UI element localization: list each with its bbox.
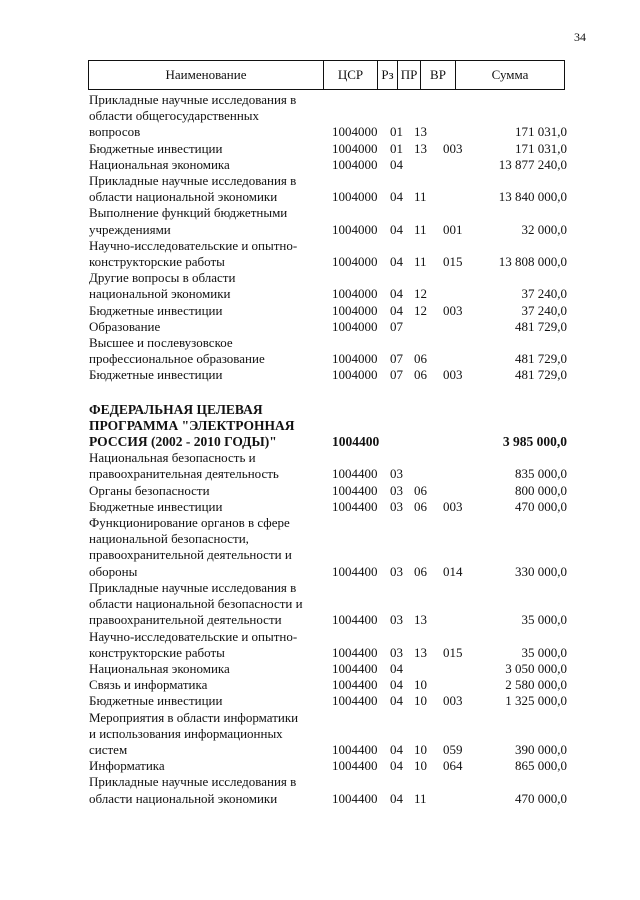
cell-pr: 10 — [414, 677, 427, 693]
cell-csr: 1004000 — [332, 286, 378, 302]
cell-csr: 1004400 — [332, 563, 378, 579]
cell-vr: 064 — [443, 758, 463, 774]
table-header — [88, 60, 565, 90]
cell-rz: 04 — [390, 286, 403, 302]
cell-sum: 481 729,0 — [515, 367, 567, 383]
cell-name: Научно-исследовательские и опытно- конструкторские работы — [89, 237, 298, 270]
table-row — [89, 693, 567, 709]
cell-sum: 32 000,0 — [521, 221, 567, 237]
cell-rz: 04 — [390, 156, 403, 172]
cell-sum: 865 000,0 — [515, 758, 567, 774]
cell-name: Прикладные научные исследования в области национальной безопасности и правоохранительной деятельности — [89, 579, 303, 628]
cell-csr: 1004000 — [332, 318, 378, 334]
table-row — [89, 499, 567, 515]
cell-sum: 35 000,0 — [521, 612, 567, 628]
table-row — [89, 758, 567, 774]
cell-sum: 390 000,0 — [515, 741, 567, 757]
cell-sum: 800 000,0 — [515, 482, 567, 498]
cell-pr: 06 — [414, 482, 427, 498]
cell-csr: 1004400 — [332, 677, 378, 693]
cell-csr: 1004000 — [332, 254, 378, 270]
table-row — [89, 319, 567, 335]
cell-pr: 12 — [414, 302, 427, 318]
cell-sum: 171 031,0 — [515, 140, 567, 156]
cell-rz: 04 — [390, 758, 403, 774]
cell-rz: 04 — [390, 693, 403, 709]
cell-pr: 11 — [414, 221, 427, 237]
cell-rz: 04 — [390, 790, 403, 806]
cell-csr: 1004000 — [332, 189, 378, 205]
cell-name: Информатика — [89, 758, 165, 774]
cell-rz: 04 — [390, 221, 403, 237]
cell-name: Бюджетные инвестиции — [89, 140, 223, 156]
cell-csr: 1004400 — [332, 644, 378, 660]
cell-sum: 13 840 000,0 — [498, 189, 567, 205]
cell-csr: 1004400 — [332, 693, 378, 709]
cell-pr: 11 — [414, 790, 427, 806]
cell-name: Национальная экономика — [89, 660, 230, 676]
header-pr: ПР — [398, 61, 421, 89]
cell-csr: 1004400 — [332, 466, 378, 482]
cell-pr: 06 — [414, 563, 427, 579]
cell-name: Прикладные научные исследования в области национальной экономики — [89, 774, 297, 806]
header-rz: Рз — [378, 61, 398, 89]
cell-name: Прикладные научные исследования в области национальной экономики — [89, 173, 297, 205]
cell-name: Образование — [89, 318, 161, 334]
cell-pr: 11 — [414, 254, 427, 270]
cell-csr: 1004400 — [332, 660, 378, 676]
cell-sum: 481 729,0 — [515, 351, 567, 367]
cell-sum: 470 000,0 — [515, 790, 567, 806]
cell-name: Бюджетные инвестиции — [89, 693, 223, 709]
cell-csr: 1004000 — [332, 140, 378, 156]
cell-vr: 059 — [443, 741, 463, 757]
cell-vr: 003 — [443, 367, 463, 383]
cell-pr: 06 — [414, 498, 427, 514]
program-row — [89, 402, 567, 451]
cell-vr: 003 — [443, 140, 463, 156]
cell-name: Высшее и послевузовское профессиональное образование — [89, 335, 265, 367]
cell-name: Мероприятия в области информатики и использования информационных систем — [89, 709, 299, 757]
cell-pr: 06 — [414, 367, 427, 383]
cell-vr: 001 — [443, 221, 463, 237]
cell-pr: 13 — [414, 612, 427, 628]
cell-csr: 1004000 — [332, 156, 378, 172]
table-row — [89, 303, 567, 319]
cell-sum: 3 050 000,0 — [505, 660, 567, 676]
cell-sum: 13 877 240,0 — [498, 156, 567, 172]
header-csr: ЦСР — [324, 61, 378, 89]
table-row — [89, 335, 567, 367]
cell-name: Бюджетные инвестиции — [89, 498, 223, 514]
cell-sum: 37 240,0 — [521, 302, 567, 318]
cell-name: Связь и информатика — [89, 677, 208, 693]
cell-rz: 04 — [390, 741, 403, 757]
cell-csr: 1004400 — [332, 790, 378, 806]
cell-csr: 1004400 — [332, 482, 378, 498]
cell-sum: 171 031,0 — [515, 124, 567, 140]
cell-sum: 470 000,0 — [515, 498, 567, 514]
cell-name: Национальная безопасность и правоохранительная деятельность — [89, 450, 279, 482]
table-row — [89, 710, 567, 759]
table-row — [89, 141, 567, 157]
cell-name: Другие вопросы в области национальной экономики — [89, 270, 236, 302]
table-row — [89, 580, 567, 629]
cell-name: Прикладные научные исследования в области общегосударственных вопросов — [89, 92, 297, 140]
table-row — [89, 450, 567, 482]
table-row — [89, 661, 567, 677]
table-section-a — [89, 92, 567, 384]
cell-rz: 07 — [390, 367, 403, 383]
cell-vr: 003 — [443, 302, 463, 318]
table-section-b — [89, 450, 567, 806]
program-csr: 1004400 — [332, 434, 380, 450]
cell-sum: 13 808 000,0 — [498, 254, 567, 270]
program-sum: 3 985 000,0 — [502, 434, 567, 450]
cell-rz: 03 — [390, 482, 403, 498]
cell-csr: 1004400 — [332, 741, 378, 757]
cell-pr: 13 — [414, 644, 427, 660]
cell-rz: 03 — [390, 563, 403, 579]
cell-pr: 10 — [414, 758, 427, 774]
cell-rz: 03 — [390, 644, 403, 660]
cell-sum: 835 000,0 — [515, 466, 567, 482]
cell-pr: 13 — [414, 124, 427, 140]
cell-vr: 015 — [443, 644, 463, 660]
header-vr: ВР — [421, 61, 456, 89]
cell-pr: 10 — [414, 741, 427, 757]
cell-rz: 03 — [390, 466, 403, 482]
cell-pr: 11 — [414, 189, 427, 205]
cell-pr: 06 — [414, 351, 427, 367]
cell-csr: 1004000 — [332, 124, 378, 140]
cell-vr: 014 — [443, 563, 463, 579]
cell-csr: 1004400 — [332, 758, 378, 774]
cell-rz: 04 — [390, 660, 403, 676]
cell-name: Выполнение функций бюджетными учреждениями — [89, 205, 288, 237]
cell-sum: 1 325 000,0 — [505, 693, 567, 709]
cell-rz: 04 — [390, 189, 403, 205]
cell-sum: 481 729,0 — [515, 318, 567, 334]
cell-csr: 1004000 — [332, 221, 378, 237]
cell-name: Бюджетные инвестиции — [89, 367, 223, 383]
cell-rz: 01 — [390, 124, 403, 140]
table-row — [89, 157, 567, 173]
table-row — [89, 774, 567, 806]
cell-rz: 04 — [390, 302, 403, 318]
table-row — [89, 238, 567, 270]
cell-vr: 003 — [443, 498, 463, 514]
cell-name: Бюджетные инвестиции — [89, 302, 223, 318]
cell-rz: 07 — [390, 318, 403, 334]
cell-sum: 37 240,0 — [521, 286, 567, 302]
cell-name: Научно-исследовательские и опытно- конструкторские работы — [89, 628, 298, 660]
table-row — [89, 205, 567, 237]
cell-name: Национальная экономика — [89, 156, 230, 172]
cell-rz: 03 — [390, 498, 403, 514]
page-number: 34 — [574, 30, 586, 44]
header-sum: Сумма — [491, 67, 529, 82]
cell-rz: 04 — [390, 677, 403, 693]
cell-rz: 01 — [390, 140, 403, 156]
cell-sum: 35 000,0 — [521, 644, 567, 660]
cell-name: Органы безопасности — [89, 482, 210, 498]
cell-rz: 07 — [390, 351, 403, 367]
cell-pr: 10 — [414, 693, 427, 709]
table-row — [89, 515, 567, 580]
table-row — [89, 367, 567, 383]
table-row — [89, 92, 567, 141]
program-name: ФЕДЕРАЛЬНАЯ ЦЕЛЕВАЯ ПРОГРАММА "ЭЛЕКТРОННАЯ РОССИЯ (2002 - 2010 ГОДЫ)" — [89, 401, 295, 450]
table-row — [89, 173, 567, 205]
cell-pr: 13 — [414, 140, 427, 156]
cell-vr: 015 — [443, 254, 463, 270]
cell-sum: 2 580 000,0 — [505, 677, 567, 693]
section-spacer — [89, 384, 567, 402]
table-row — [89, 629, 567, 661]
cell-rz: 04 — [390, 254, 403, 270]
cell-csr: 1004000 — [332, 302, 378, 318]
cell-csr: 1004400 — [332, 612, 378, 628]
cell-sum: 330 000,0 — [515, 563, 567, 579]
table-row — [89, 677, 567, 693]
cell-rz: 03 — [390, 612, 403, 628]
cell-name: Функционирование органов в сфере национальной безопасности, правоохранительной деятельности и обороны — [89, 515, 292, 579]
cell-csr: 1004000 — [332, 367, 378, 383]
header-name: Наименование — [89, 61, 324, 89]
table-row — [89, 270, 567, 302]
cell-csr: 1004000 — [332, 351, 378, 367]
table-body — [89, 92, 567, 807]
table-row — [89, 483, 567, 499]
cell-csr: 1004400 — [332, 498, 378, 514]
cell-vr: 003 — [443, 693, 463, 709]
cell-pr: 12 — [414, 286, 427, 302]
